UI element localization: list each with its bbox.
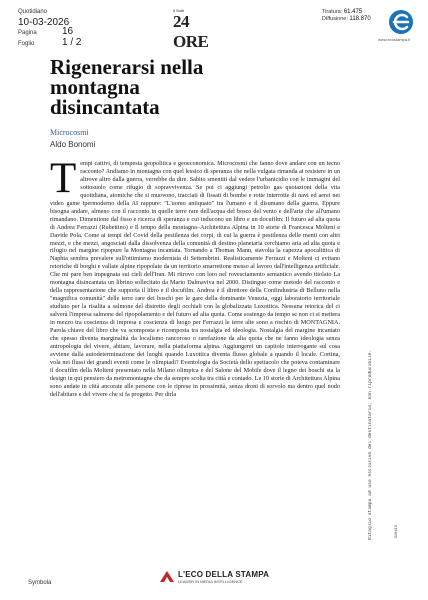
sheet-number: 1 / 2: [62, 37, 82, 48]
print-run-label: Tiratura:: [322, 9, 343, 15]
circulation-stats: [322, 9, 371, 23]
eco-della-stampa-logo: [158, 568, 269, 586]
eco-logo-name: L'ECO DELLA STAMPA: [178, 570, 270, 579]
print-run-row: [322, 9, 371, 16]
eco-logo-text: [178, 570, 269, 584]
il-sole-24-ore-logo: [173, 8, 223, 51]
logo-small-text: Il Sole: [173, 8, 185, 13]
paper-meta: [18, 8, 138, 49]
article-author: Aldo Bonomi: [50, 140, 96, 149]
page-number: 16: [62, 26, 74, 37]
eco-della-stampa-logo-icon: [158, 568, 176, 586]
article-body: [50, 160, 340, 552]
article-body-text: empi cattivi, di tempesta geopolitica e geoeconomica. Microcosmi che fanno dove andare con un tecno racconto? Andiamo in montagna con quel lessico di speranza che nella vulgata rimanda ai resistere in un altrove altro dalla guerra, verrebbe da dire. Sabito smentiti dal vedere l'urbanicidio con le immagini del sottosuolo come rifugio di sopravvivenza. Se poi ci aggiungi petrolio gas quotazioni della vita quotidiana, atomiche che si muovono, tracciati di fissati di bombe e rotte interrotte di navi ed aerei nei video game ipermoderno della AI rappure: "L'uomo antiquato" tra l'umano e il disumano della guerra. Eppure bisogna andare, almeno con il racconto in quelle terre rare dell'acqua del bosco del vento e dell'aria che all'umano rimandano. Dimentione dal fisso e ricerca di speranza e cui inducono un libro e un docufilm: Il futuro ad alta quota di Andrea Ferrazzi (Rubettino) e Il tempo della montagna–Architettura Alpina in 10 storie di Francesca Molteni e Davide Pola. Come ai tempi del Covid della pestilenza dei corpi, di cui la guerra è pestilenza delle menti con altri mezzi, e che mezzi, angosciati dalla dissolvenza della comunità di destino planetaria cerchiamo aria ad alta quota e rifugio nel margine ripopure la Montagna incantata. Tornando a Thomas Mann, stavolta la capezza apocalittica di Naphta sembra prevalere sull'ottimismo modernista di Settembrini. Realisticamente Ferrazzi e Molteni ci evitano retoriche di borghi e vallate alpine ripopolate da un territorio smarrettone messo al lavoro dall'intelligenza artificiale. Che mi pare ben impegnata sui cieli dell'Iran. Mi ritrovo con loro nel rovesciamento semantico avendo titolato La montagna disincantata un librino sollecitato da Mario Dalmaviva nel 2000. Distinguo come metodo del racconto e della rappresentazione che supporta il libro e il docufilm. Andrea è il direttore della Confindustria di Belluno nella "magnifica comunità" delle terre rare dei boschi per le gare della dominante Venezia, oggi laboratorio territoriale studiato per la risalita a salmone del distretto degli occhiali con la globalizzata Luxottica. Nessuna retorica del ci salverà l'impresa salmone del ripopolamento e del futuro ad alta quota. Come sostengo da tempo se non ci si mettera in mezzo tra coscienza di impresa e coscienza di luogo per Ferrazzi le terre alte sono a rischio di MONTAGNIA. Parola chiave del libro che va scomposta e ricomposta tra nostalgia ed ideologia. Nostalgia del margine incantato che spesso diventa marginalità da localismo rancoroso o rarefazione da alta quota che ne fanno ideologia senza antropologia del vivere, abitare, lavorare, nella piattaforma alpina. Aggiungerei un capitolo interrogante sul cosa avviene dalla autodeterminazione dei luoghi quando Luxottica diventa flusso globale a quando il locale. Cortina, vola nei flussi dei grandi eventi come le olimpiadi? Eventologia da Società dello spettacolo che poteva contaminare il docufilm della Molteni presentato nella Milano olimpica e del Salone del Mobile dove il legno dei boschi sta la design in qui pensiero da metromontagne che da sempre scolta tra città e contado. Le 10 storie di Architettura Alpina sono andate in città ancorate alle persone con le riprese in prossimità, senza droni di sorvolo ma dentro quel nodo dell'abitare e del vivere che si fa progetto. Per dirla: [50, 160, 340, 398]
column-kicker: Microcosmi: [50, 128, 89, 137]
page-label: Pagina: [18, 30, 37, 36]
ecostampa-e-icon: [388, 9, 414, 35]
paper-label: Quotidiano: [18, 9, 48, 15]
article-headline: Rigenerarsi nella montagna disincantata: [50, 55, 204, 119]
distribution-label: Diffusione:: [322, 16, 348, 22]
logo-big-text: 24 ORE: [173, 12, 209, 51]
eco-logo-tagline: LEADER IN MEDIA INTELLIGENCE: [178, 579, 243, 584]
distribution-row: [322, 16, 371, 23]
sheet-row: [18, 38, 138, 49]
clipping-code: 016413: [393, 525, 398, 539]
brand-url: www.ecostampa.it: [378, 37, 411, 42]
sheet-label: Foglio: [18, 41, 35, 47]
date-row: [18, 18, 138, 27]
distribution-value: 118.870: [349, 16, 371, 22]
issue-date: 10-03-2026: [18, 17, 70, 28]
copyright-note: Ritaglio stampa ad uso esclusivo del destinatario, non riproducibile.: [368, 349, 373, 540]
print-run-value: 61.475: [343, 9, 363, 15]
drop-cap: T: [50, 160, 77, 202]
footer-client: Symbola: [28, 580, 52, 586]
